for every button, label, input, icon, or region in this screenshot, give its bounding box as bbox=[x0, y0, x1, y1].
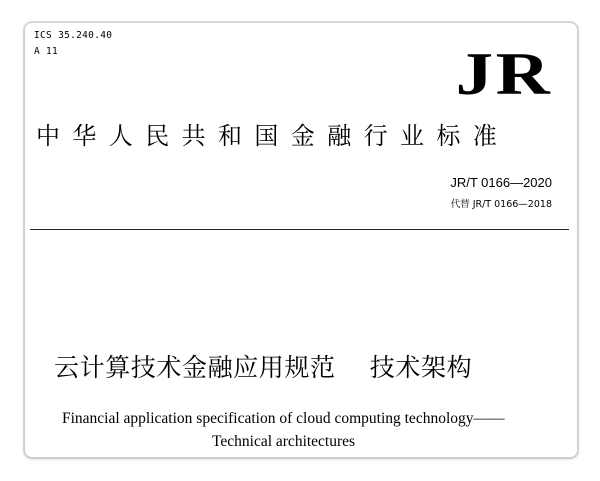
document-title-en-line2: Technical architectures bbox=[212, 433, 356, 450]
ics-number: ICS 35.240.40 bbox=[34, 30, 113, 41]
divider bbox=[30, 229, 569, 230]
classification-code: A 11 bbox=[34, 46, 59, 57]
standard-code: JR/T 0166—2020 bbox=[450, 175, 552, 190]
standard-category: 中华人民共和国金融行业标准 bbox=[36, 122, 510, 150]
jr-logo: JR bbox=[455, 41, 552, 107]
document-title-cn: 云计算技术金融应用规范 技术架构 bbox=[54, 353, 473, 382]
replaces-note: 代替 JR/T 0166—2018 bbox=[450, 199, 552, 210]
document-title-en-line1: Financial application specification of cloud computing technology—— bbox=[62, 410, 505, 427]
